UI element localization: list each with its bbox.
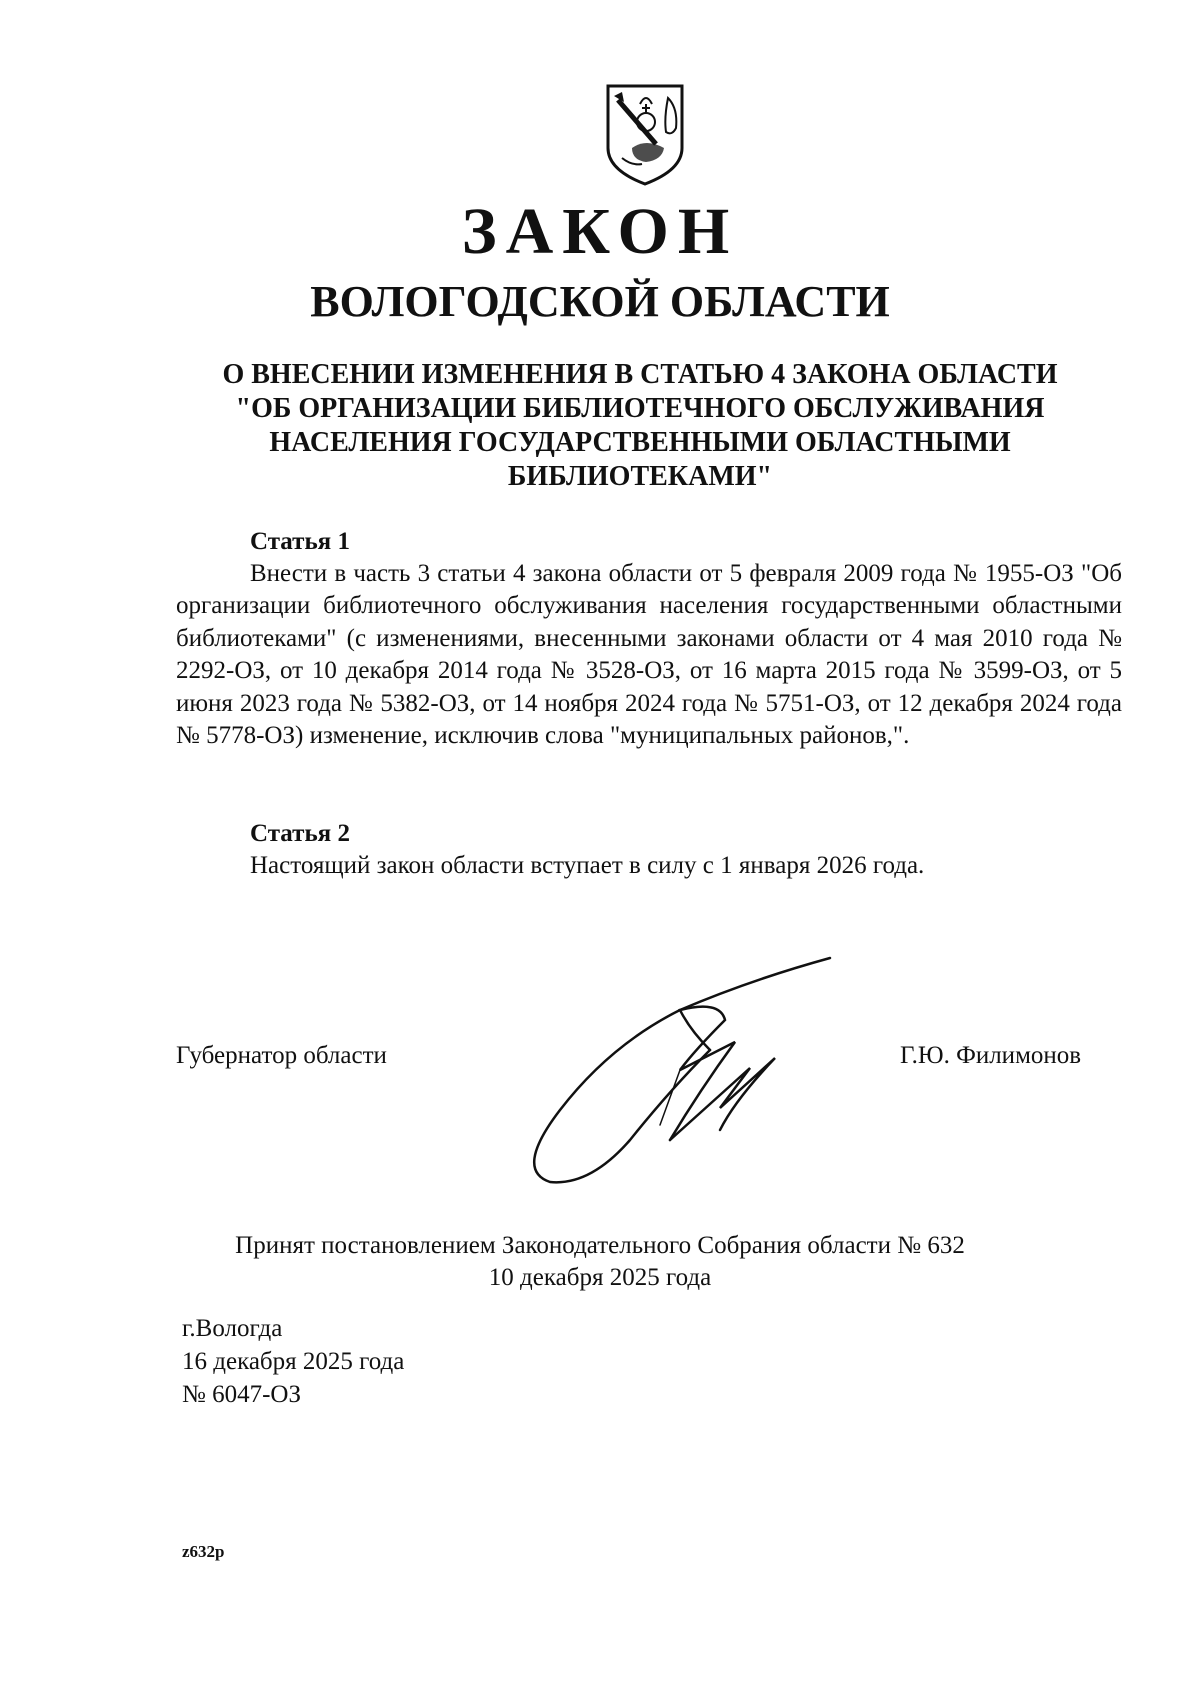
city: г.Вологда	[182, 1315, 283, 1342]
law-number: № 6047-ОЗ	[182, 1381, 302, 1408]
signatory-title: Губернатор области	[176, 1042, 387, 1069]
law-subject-line: "ОБ ОРГАНИЗАЦИИ БИБЛИОТЕЧНОГО ОБСЛУЖИВАНИЯ	[235, 393, 1045, 424]
adoption-date: 10 декабря 2025 года	[488, 1264, 712, 1291]
footer-code: z632p	[182, 1542, 225, 1561]
article-2-heading: Статья 2	[250, 820, 350, 847]
law-subject-line: О ВНЕСЕНИИ ИЗМЕНЕНИЯ В СТАТЬЮ 4 ЗАКОНА ОБЛАСТИ	[222, 359, 1058, 390]
article-2-text: Настоящий закон области вступает в силу с 1 января 2026 года.	[250, 852, 925, 879]
article-1-heading: Статья 1	[250, 528, 350, 555]
coat-of-arms-icon	[602, 78, 688, 188]
signatory-name: Г.Ю. Филимонов	[900, 1042, 1082, 1069]
adoption-note	[0, 1230, 1200, 1294]
law-region: ВОЛОГОДСКОЙ ОБЛАСТИ	[310, 277, 890, 326]
article-1-text: Внести в часть 3 статьи 4 закона области от 5 февраля 2009 года № 1955-ОЗ "Об организации библиотечного обслуживания населения государственными областными библиотеками" (с изменениями, внесенными законами области от 4 мая 2010 года № 2292-ОЗ, от 10 декабря 2014 года № 3528-ОЗ, от 16 марта 2015 года № 3599-ОЗ, от 5 июня 2023 года № 5382-ОЗ, от 14 ноября 2024 года № 5751-ОЗ, от 12 декабря 2024 года № 5778-ОЗ) изменение, исключив слова "муниципальных районов,".	[176, 560, 1122, 750]
signature-icon	[520, 950, 850, 1190]
signing-date: 16 декабря 2025 года	[182, 1348, 405, 1375]
place-date-number	[182, 1312, 404, 1411]
law-title: ЗАКОН	[461, 195, 739, 268]
adoption-line: Принят постановлением Законодательного Собрания области № 632	[235, 1232, 965, 1259]
law-subject	[190, 358, 1090, 494]
law-subject-line: НАСЕЛЕНИЯ ГОСУДАРСТВЕННЫМИ ОБЛАСТНЫМИ	[269, 427, 1011, 458]
law-subject-line: БИБЛИОТЕКАМИ"	[507, 461, 773, 492]
